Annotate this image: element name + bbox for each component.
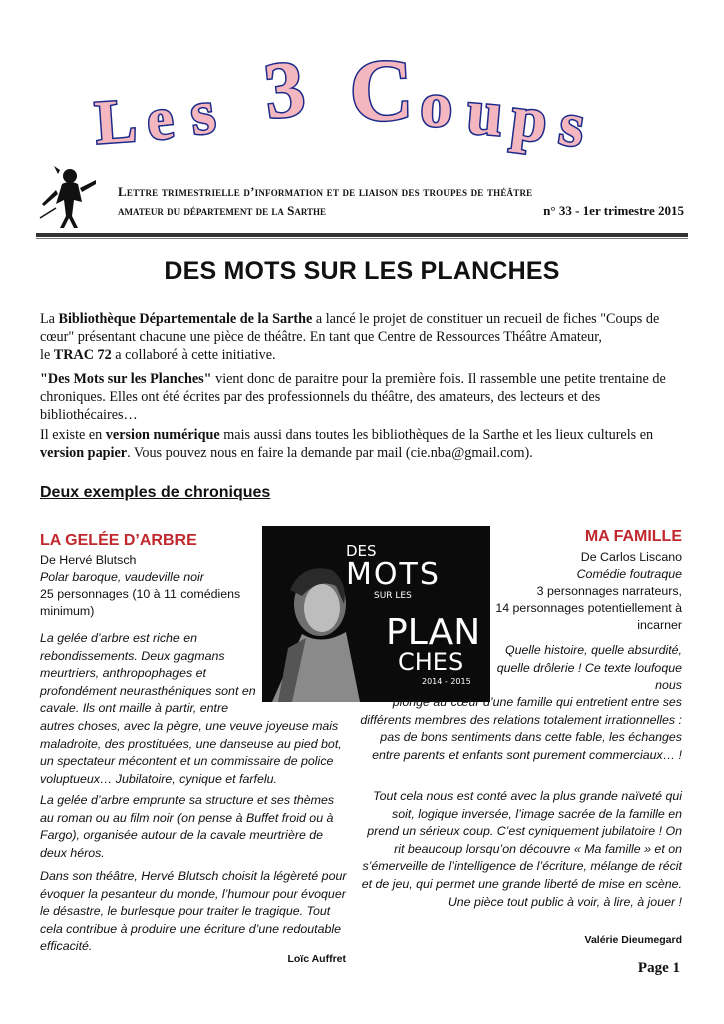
text: vient donc de paraitre pour la première fois. Il rassemble une petite trentaine de chroniques. Elles ont été écrites par des professionnels du théâtre, des amateurs, des lecteurs et des bibliothécaires…: [40, 371, 666, 423]
chronicle-genre: Comédie foutraque: [576, 567, 682, 581]
logo-letter: 3: [260, 44, 310, 137]
chronicle-text: Quelle histoire, quelle absurdité, quelle drôlerie ! Ce texte loufoque nous: [496, 643, 682, 693]
text: le: [40, 347, 54, 363]
book-cover-image: [262, 526, 490, 702]
issue-number: n° 33 - 1er trimestre 2015: [543, 203, 684, 218]
cover-text-des: DES: [346, 542, 377, 560]
logo-letter: C: [347, 41, 415, 141]
article-paragraph-1: [40, 310, 684, 364]
chronicle-text: plonge au cœur d’une famille qui entretient entre ses différents membres des relations totalement irrationnelles : pas de bons sentiments dans cette fable, les échanges entre parents et enfants sont purement commerciaux… !: [360, 695, 682, 762]
chronicle-text: autres choses, avec la pègre, une veuve joyeuse mais maladroite, des prostituées, une danseuse au pied bot, un spectateur mécontent et un commissaire de police voluptueux… Jubilatoire, cynique et farfelu.: [40, 719, 342, 786]
chronicle-author: De Carlos Liscano: [580, 550, 682, 564]
cover-text-plan: PLAN: [386, 612, 481, 653]
logo-letter: e: [143, 84, 177, 153]
chronicle-signature: Valérie Dieumegard: [584, 934, 682, 946]
bold-text: TRAC 72: [53, 347, 112, 363]
cast-line: 3 personnages narrateurs,: [536, 584, 682, 598]
article-paragraph-2: [40, 370, 684, 424]
text: a collaboré à cette initiative.: [111, 347, 276, 363]
chronicle-text: La gelée d’arbre est riche en rebondissements. Deux gagmans meurtriers, anthropophages et profondément neurasthéniques sont en cavale. Ils ont maille à partir, entre: [40, 631, 256, 716]
text: mais aussi dans toutes les bibliothèques de la Sarthe et les lieux culturels en: [219, 427, 654, 443]
troupe-emblem-icon: [36, 160, 102, 232]
masthead-logo: [88, 34, 628, 174]
chronicle-text: La gelée d’arbre emprunte sa structure et ses thèmes au roman ou au film noir (on pense à Buffet froid ou à Fargo), organisée autour de la cavale meurtrière de deux héros.: [40, 793, 335, 860]
logo-letter: s: [185, 77, 220, 149]
header-divider: [36, 233, 688, 237]
chronicle-genre: Polar baroque, vaudeville noir: [40, 570, 204, 584]
chronicle-cast: 25 personnages (10 à 11 comédiens minimum): [40, 587, 241, 618]
text: Il existe en: [40, 427, 106, 443]
logo-letter: o: [419, 68, 454, 141]
bold-text: version numérique: [105, 427, 220, 443]
chronicle-text: Tout cela nous est conté avec la plus grande naïveté qui soit, logique inversée, l’image sacrée de la famille en prend un sérieux coup. C’est cyniquement jubilatoire ! On rit beaucoup lorsqu’on découvre « Ma famille » et on s’émerveille de l’intelligence de l’écriture, mélange de récit et de jeu, qui permet une grande liberté de mise en scène. Une pièce tout public à voir, à lire, à jouer !: [361, 789, 682, 909]
chronicle-title-left: LA GELÉE D’ARBRE: [40, 532, 197, 549]
page-number: Page 1: [637, 960, 680, 976]
chronicle-cast: [470, 583, 682, 634]
chronicle-text: Dans son théâtre, Hervé Blutsch choisit la légèreté pour évoquer la pesanteur du monde, l’humour pour évoquer le désastre, le burlesque pour traiter le tragique. Tout cela contribue à produire une écriture d’une redoutable efficacité.: [40, 869, 347, 954]
cover-years: 2014 - 2015: [422, 677, 471, 686]
newsletter-subtitle: Lettre trimestrielle d’information et de liaison des troupes de théâtre: [118, 184, 533, 199]
cover-text-surles: SUR LES: [374, 591, 412, 601]
cast-line: 14 personnages potentiellement à incarner: [495, 601, 682, 632]
chronicle-author: De Hervé Blutsch: [40, 553, 137, 567]
bold-text: Bibliothèque Départementale de la Sarthe: [58, 311, 313, 327]
bold-text: version papier: [40, 445, 128, 461]
chronicle-title-right: MA FAMILLE: [584, 528, 682, 545]
article-title: DES MOTS SUR LES PLANCHES: [164, 257, 560, 285]
text: La: [40, 311, 59, 327]
cover-text-ches: CHES: [398, 648, 464, 676]
logo-letter: L: [92, 86, 139, 158]
text: . Vous pouvez nous en faire la demande par mail (cie.nba@gmail.com).: [127, 445, 533, 461]
logo-letter: p: [507, 81, 552, 156]
cover-text-mots: MOTS: [346, 557, 441, 592]
section-heading: Deux exemples de chroniques: [40, 484, 271, 501]
bold-text: "Des Mots sur les Planches": [40, 371, 212, 387]
newsletter-subtitle-2: amateur du département de la Sarthe: [118, 203, 327, 218]
article-paragraph-3: [40, 426, 684, 462]
chronicle-signature: Loïc Auffret: [287, 953, 346, 965]
text: a lancé le projet de constituer un recueil de fiches "Coups de cœur" présentant chacune une pièce de théâtre. En tant que Centre de Ressources Théâtre Amateur,: [40, 311, 660, 345]
header-divider-thin: [36, 238, 688, 239]
logo-letter: u: [464, 75, 506, 150]
logo-letter: s: [554, 89, 590, 161]
